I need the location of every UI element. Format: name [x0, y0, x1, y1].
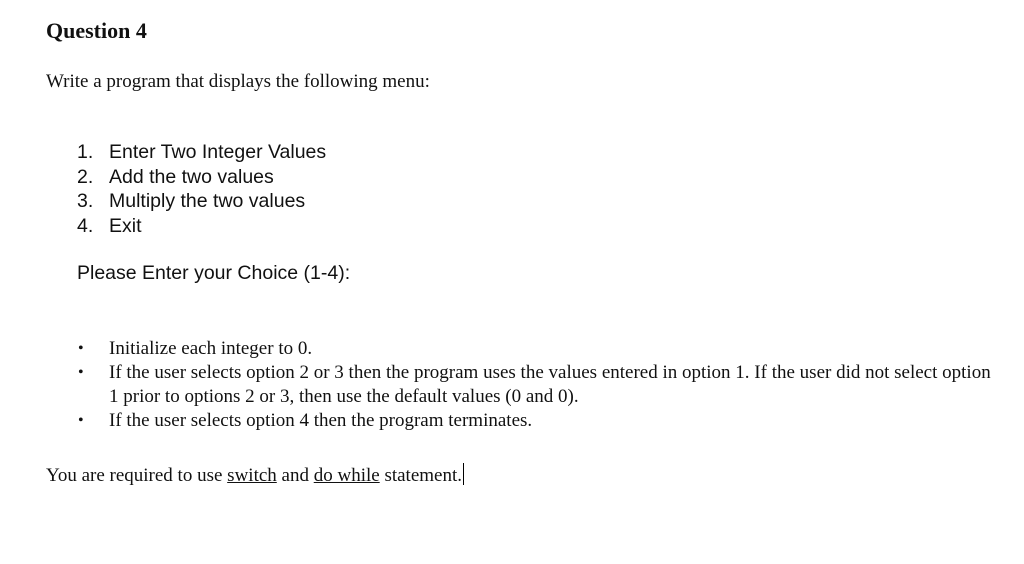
menu-item-number: 4. [77, 214, 94, 237]
requirement-note [46, 463, 464, 487]
note-middle: and [276, 465, 314, 486]
menu-item-label: Enter Two Integer Values [109, 141, 327, 163]
note-suffix: statement. [379, 465, 462, 486]
menu-item-label: Add the two values [109, 165, 274, 188]
menu-item [77, 140, 326, 165]
menu-item [77, 214, 326, 239]
list-item-text: Initialize each integer to 0. [109, 338, 313, 359]
menu-item-number: 3. [77, 190, 94, 212]
requirements-list [78, 337, 998, 433]
intro-text: Write a program that displays the following menu: [46, 71, 430, 92]
bullet-icon: • [78, 340, 84, 357]
text-cursor [463, 463, 464, 485]
list-item-text: If the user selects option 2 or 3 then the program uses the values entered in option 1. If the user did not select option 1 prior to options 2 or 3, then use the default values (0 and 0). [109, 362, 991, 407]
list-item [78, 337, 998, 361]
menu-item-label: Exit [109, 214, 142, 237]
note-prefix: You are required to use [46, 465, 228, 486]
menu-item [77, 189, 326, 214]
menu-item-number: 1. [77, 141, 94, 163]
menu-prompt: Please Enter your Choice (1-4): [77, 262, 351, 284]
list-item [78, 361, 998, 409]
keyword-do-while: do while [313, 465, 380, 486]
menu-item-number: 2. [77, 165, 94, 188]
menu-item-label: Multiply the two values [109, 190, 306, 212]
bullet-icon: • [78, 364, 84, 381]
keyword-switch: switch [227, 465, 277, 486]
bullet-icon: • [78, 412, 84, 429]
list-item-text: If the user selects option 4 then the program terminates. [109, 410, 533, 431]
menu-item [77, 165, 326, 190]
menu-list [77, 140, 326, 238]
question-heading: Question 4 [46, 18, 147, 43]
list-item [78, 409, 998, 433]
